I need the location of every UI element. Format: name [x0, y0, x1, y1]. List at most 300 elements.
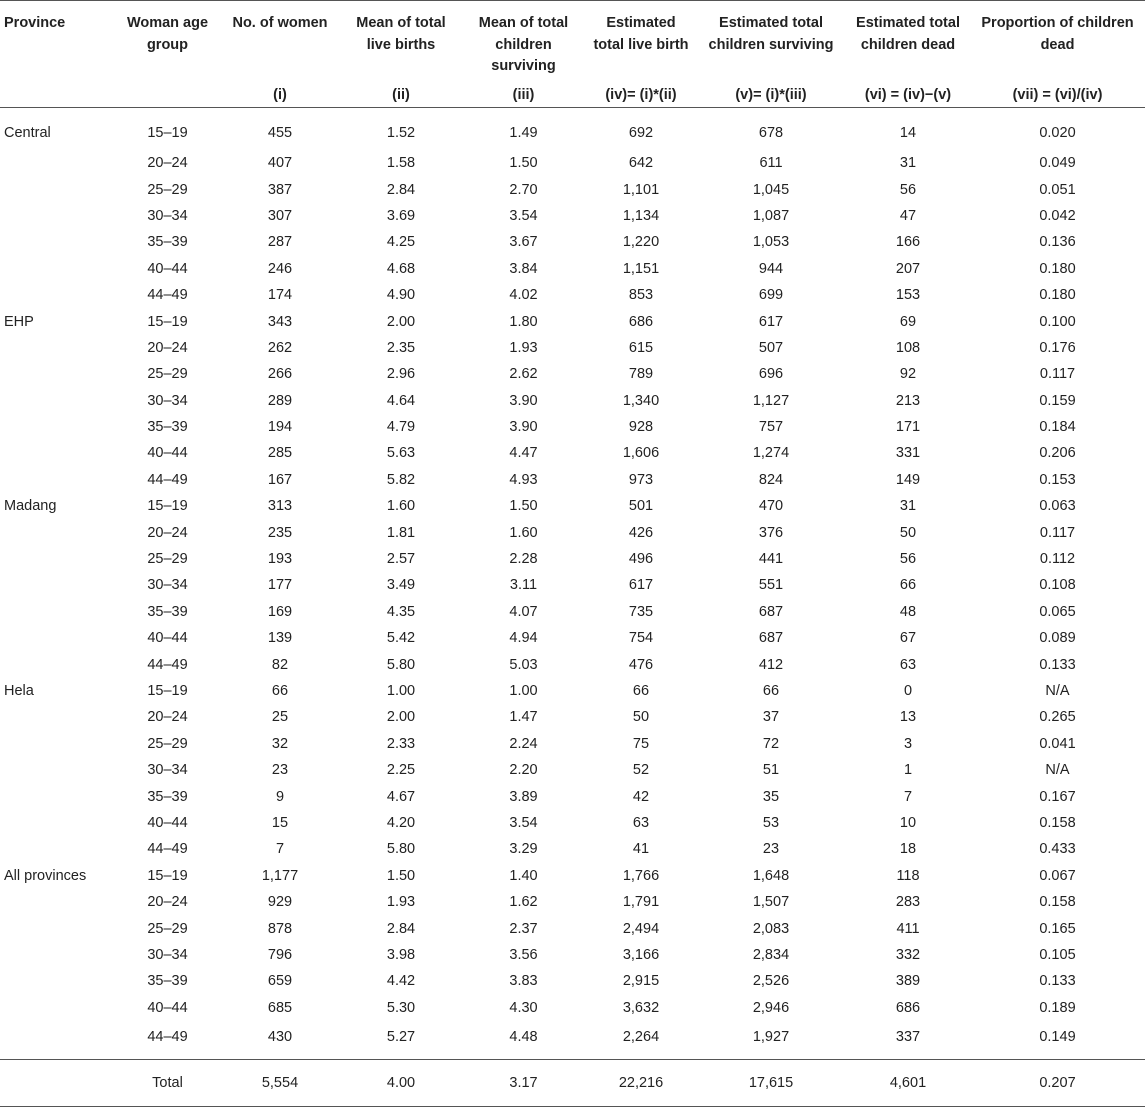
table-cell: 1,053 [752, 234, 790, 251]
table-cell: 387 [267, 181, 293, 198]
province-cell [0, 361, 116, 387]
table-cell: 32 [271, 735, 289, 752]
table-cell: 944 [758, 260, 784, 277]
header-no-of-women [219, 1, 341, 108]
header-estimated-children-dead [846, 1, 970, 108]
table-cell: 169 [267, 603, 293, 620]
total-cell: 3.17 [461, 1059, 586, 1106]
table-row [0, 915, 1145, 941]
province-cell [0, 335, 116, 361]
table-cell: 0.165 [1039, 920, 1076, 937]
table-cell: 7 [903, 788, 913, 805]
age-group-cell: 44–49 [147, 287, 188, 304]
table-cell: 878 [267, 920, 293, 937]
table-cell: 3.54 [509, 814, 538, 831]
header-formula: (vi) = (iv)−(v) [864, 87, 952, 103]
table-row [0, 229, 1145, 255]
table-cell: 66 [762, 683, 780, 699]
table-row [0, 704, 1145, 730]
header-age-group [116, 1, 219, 108]
table-cell: 824 [758, 471, 784, 488]
table-cell: 0.112 [1039, 551, 1076, 568]
total-label: Total [116, 1059, 219, 1106]
header-formula: (iv)= (i)*(ii) [605, 87, 677, 103]
header-mean-live-births [341, 1, 461, 108]
age-group-cell: 30–34 [147, 392, 188, 409]
header-estimated-live-birth [586, 1, 696, 108]
province-cell [0, 572, 116, 598]
table-cell: 1.49 [509, 125, 538, 141]
table-row [0, 889, 1145, 915]
table-cell: 331 [895, 445, 921, 462]
table-cell: 3.90 [509, 419, 538, 436]
age-group-cell: 30–34 [147, 946, 188, 963]
table-cell: 0.042 [1039, 207, 1076, 224]
table-row [0, 388, 1145, 414]
header-title: Estimated total live birth [593, 15, 689, 53]
table-cell: 507 [758, 339, 784, 356]
age-group-cell: 30–34 [147, 207, 188, 224]
header-formula: (i) [273, 87, 287, 103]
header-title: Province [4, 15, 66, 31]
table-cell: 1,274 [752, 445, 790, 462]
table-cell: 757 [758, 419, 784, 436]
table-cell: 615 [628, 339, 654, 356]
table-row [0, 256, 1145, 282]
table-cell: 23 [762, 841, 780, 858]
table-cell: 246 [267, 260, 293, 277]
table-cell: 0.265 [1039, 709, 1076, 726]
table-cell: 2.24 [509, 735, 538, 752]
table-cell: 376 [758, 524, 784, 541]
province-cell: Madang [4, 498, 57, 515]
table-cell: 2.37 [509, 920, 538, 937]
table-cell: 66 [271, 683, 289, 699]
table-row [0, 519, 1145, 545]
province-cell [0, 625, 116, 651]
table-cell: 63 [632, 814, 650, 831]
table-row [0, 783, 1145, 809]
table-cell: 177 [267, 577, 293, 594]
table-header [0, 1, 1145, 108]
age-group-cell: 44–49 [147, 841, 188, 858]
table-cell: 1,606 [622, 445, 660, 462]
table-row [0, 599, 1145, 625]
table-cell: 2.96 [386, 366, 416, 383]
table-cell: 4.02 [509, 287, 538, 304]
table-cell: 2,264 [622, 1028, 660, 1045]
table-cell: 389 [895, 973, 921, 990]
table-cell: 66 [899, 577, 917, 594]
table-cell: 2.62 [509, 366, 538, 383]
table-cell: 642 [628, 155, 654, 172]
table-cell: 287 [267, 234, 293, 251]
table-cell: 2.57 [386, 551, 416, 568]
table-cell: 51 [762, 762, 780, 779]
table-cell: 1.80 [509, 313, 538, 330]
province-cell [0, 282, 116, 308]
table-cell: 4.79 [386, 419, 416, 436]
table-cell: 407 [267, 155, 293, 172]
province-cell: EHP [4, 313, 34, 330]
table-row [0, 176, 1145, 202]
table-cell: 4.68 [386, 260, 416, 277]
table-cell: 659 [267, 973, 293, 990]
province-cell [0, 203, 116, 229]
table-cell: 2,526 [752, 973, 790, 990]
table-cell: 501 [628, 498, 654, 515]
table-cell: 52 [632, 762, 650, 779]
table-cell: 66 [632, 683, 650, 699]
table-cell: 67 [899, 630, 917, 647]
table-cell: 3.83 [509, 973, 538, 990]
age-group-cell: 15–19 [147, 683, 188, 699]
table-row [0, 335, 1145, 361]
table-cell: 3.29 [509, 841, 538, 858]
table-row [0, 651, 1145, 677]
table-cell: 441 [758, 551, 784, 568]
header-title: Mean of total live births [356, 15, 446, 53]
total-cell: 4,601 [846, 1059, 970, 1106]
table-cell: 0.065 [1039, 603, 1076, 620]
age-group-cell: 44–49 [147, 656, 188, 673]
age-group-cell: 15–19 [147, 125, 188, 141]
province-cell [0, 229, 116, 255]
table-cell: 5.80 [386, 656, 416, 673]
province-cell [0, 414, 116, 440]
table-cell: 15 [271, 814, 289, 831]
table-cell: 4.07 [509, 603, 538, 620]
table-cell: 9 [275, 788, 285, 805]
total-row [0, 1059, 1145, 1106]
table-cell: 262 [267, 339, 293, 356]
table-cell: 42 [632, 788, 650, 805]
table-cell: 2.33 [386, 735, 416, 752]
table-row [0, 493, 1145, 519]
table-cell: 37 [762, 709, 780, 726]
table-cell: 53 [762, 814, 780, 831]
table-body [0, 108, 1145, 1060]
table-cell: 14 [899, 125, 917, 141]
table-cell: 1,648 [752, 867, 790, 884]
table-cell: 1,127 [752, 392, 790, 409]
table-cell: 551 [758, 577, 784, 594]
table-cell: 1.93 [386, 894, 416, 911]
table-cell: 5.82 [386, 471, 416, 488]
age-group-cell: 44–49 [147, 471, 188, 488]
table-cell: 0 [903, 683, 913, 699]
header-formula: (iii) [512, 87, 535, 103]
table-footer [0, 1059, 1145, 1106]
table-cell: 149 [895, 471, 921, 488]
table-cell: 1,340 [622, 392, 660, 409]
table-cell: 3.11 [509, 577, 538, 594]
table-cell: 50 [899, 524, 917, 541]
table-row [0, 108, 1145, 151]
province-cell [0, 915, 116, 941]
table-cell: 678 [758, 125, 784, 141]
table-cell: 2,834 [752, 946, 790, 963]
age-group-cell: 35–39 [147, 234, 188, 251]
table-row [0, 863, 1145, 889]
age-group-cell: 15–19 [147, 313, 188, 330]
table-cell: 973 [628, 471, 654, 488]
table-cell: 1,045 [752, 181, 790, 198]
table-cell: 0.100 [1039, 313, 1076, 330]
table-cell: 929 [267, 894, 293, 911]
table-cell: 139 [267, 630, 293, 647]
province-cell [0, 519, 116, 545]
table-cell: 0.149 [1039, 1028, 1076, 1045]
table-cell: 193 [267, 551, 293, 568]
age-group-cell: 25–29 [147, 181, 188, 198]
table-cell: 56 [899, 551, 917, 568]
table-cell: 3.90 [509, 392, 538, 409]
province-cell [0, 150, 116, 176]
table-cell: 343 [267, 313, 293, 330]
table-cell: 1.93 [509, 339, 538, 356]
header-estimated-children-surviving [696, 1, 846, 108]
age-group-cell: 25–29 [147, 551, 188, 568]
header-title: Proportion of children dead [981, 15, 1134, 53]
table-cell: 1 [903, 762, 913, 779]
table-cell: 1.50 [509, 498, 538, 515]
table-cell: 2.35 [386, 339, 416, 356]
table-cell: 3.54 [509, 207, 538, 224]
header-title: Estimated total children dead [856, 15, 960, 53]
table-cell: 72 [762, 735, 780, 752]
table-cell: 0.049 [1039, 155, 1076, 172]
table-row [0, 942, 1145, 968]
age-group-cell: 35–39 [147, 419, 188, 436]
province-cell [0, 889, 116, 915]
table-cell: 3.69 [386, 207, 416, 224]
province-cell [0, 467, 116, 493]
table-cell: 5.63 [386, 445, 416, 462]
header-title: Woman age group [126, 15, 209, 53]
province-cell: Hela [4, 683, 34, 699]
table-cell: 928 [628, 419, 654, 436]
table-cell: 0.176 [1039, 339, 1076, 356]
table-row [0, 150, 1145, 176]
age-group-cell: 35–39 [147, 973, 188, 990]
table-cell: 1,101 [622, 181, 660, 198]
age-group-cell: 40–44 [147, 630, 188, 647]
table-cell: 0.067 [1039, 867, 1076, 884]
table-row [0, 203, 1145, 229]
table-cell: 108 [895, 339, 921, 356]
age-group-cell: 20–24 [147, 155, 188, 172]
table-cell: 4.67 [386, 788, 416, 805]
table-cell: 0.051 [1039, 181, 1076, 198]
province-cell [0, 1021, 116, 1060]
table-row [0, 572, 1145, 598]
table-cell: 687 [758, 603, 784, 620]
age-group-cell: 35–39 [147, 603, 188, 620]
table-cell: 796 [267, 946, 293, 963]
province-cell: All provinces [4, 867, 87, 884]
header-formula: (ii) [392, 87, 410, 103]
table-cell: 0.108 [1039, 577, 1076, 594]
table-cell: 3.67 [509, 234, 538, 251]
header-title: Mean of total children surviving [478, 15, 569, 74]
province-cell: Central [4, 125, 51, 141]
table-cell: 31 [899, 498, 917, 515]
table-cell: 194 [267, 419, 293, 436]
table-cell: 5.80 [386, 841, 416, 858]
table-row [0, 361, 1145, 387]
table-cell: 1,177 [261, 867, 299, 884]
table-cell: 2.25 [386, 762, 416, 779]
table-cell: 50 [632, 709, 650, 726]
table-cell: 4.42 [386, 973, 416, 990]
table-cell: 1,507 [752, 894, 790, 911]
table-cell: 0.189 [1039, 999, 1076, 1016]
table-cell: 455 [267, 125, 293, 141]
table-cell: 4.64 [386, 392, 416, 409]
table-cell: 41 [632, 841, 650, 858]
table-cell: 69 [899, 313, 917, 330]
header-formula: (vii) = (vi)/(iv) [1012, 87, 1103, 103]
table-cell: 5.30 [386, 999, 416, 1016]
age-group-cell: 25–29 [147, 366, 188, 383]
table-cell: 47 [899, 207, 917, 224]
table-cell: 2.20 [509, 762, 538, 779]
table-cell: 5.03 [509, 656, 538, 673]
header-row [0, 1, 1145, 108]
table-cell: 426 [628, 524, 654, 541]
total-cell: 17,615 [696, 1059, 846, 1106]
table-cell: 166 [895, 234, 921, 251]
table-cell: 411 [896, 920, 920, 937]
total-cell: 4.00 [341, 1059, 461, 1106]
table-cell: 2.28 [509, 551, 538, 568]
age-group-cell: 25–29 [147, 735, 188, 752]
header-formula: (v)= (i)*(iii) [735, 87, 807, 103]
province-cell [0, 995, 116, 1021]
table-cell: 92 [899, 366, 917, 383]
table-row [0, 440, 1145, 466]
table-cell: 3.56 [509, 946, 538, 963]
table-cell: 3.49 [386, 577, 416, 594]
table-cell: 48 [899, 603, 917, 620]
age-group-cell: 20–24 [147, 524, 188, 541]
table-cell: 1,087 [752, 207, 790, 224]
table-cell: 63 [899, 656, 917, 673]
age-group-cell: 20–24 [147, 709, 188, 726]
table-cell: 2.84 [386, 181, 416, 198]
table-row [0, 757, 1145, 783]
table-cell: 1,766 [622, 867, 660, 884]
table-cell: 686 [895, 999, 921, 1016]
table-row [0, 282, 1145, 308]
table-cell: 3,632 [622, 999, 660, 1016]
table-cell: 853 [628, 287, 654, 304]
table-cell: 2.00 [386, 313, 416, 330]
table-cell: 617 [758, 313, 784, 330]
table-cell: 0.041 [1039, 735, 1076, 752]
table-cell: 23 [271, 762, 289, 779]
table-cell: 1.62 [509, 894, 538, 911]
table-cell: 611 [759, 155, 783, 172]
table-cell: 153 [895, 287, 921, 304]
age-group-cell: 20–24 [147, 339, 188, 356]
table-cell: 0.180 [1039, 260, 1076, 277]
table-cell: 3.98 [386, 946, 416, 963]
table-cell: 235 [267, 524, 293, 541]
table-cell: 754 [628, 630, 654, 647]
table-cell: 1.58 [386, 155, 416, 172]
table-cell: 5.27 [386, 1028, 416, 1045]
table-cell: 171 [895, 419, 921, 436]
table-row [0, 625, 1145, 651]
table-cell: 412 [758, 656, 784, 673]
table-cell: 0.136 [1039, 234, 1076, 251]
table-cell: 430 [267, 1028, 293, 1045]
table-cell: 476 [628, 656, 654, 673]
table-cell: 4.47 [509, 445, 538, 462]
table-cell: 0.167 [1039, 788, 1076, 805]
total-cell: 0.207 [970, 1059, 1145, 1106]
table-cell: 0.158 [1039, 894, 1076, 911]
table-cell: 0.117 [1039, 524, 1076, 541]
table-cell: 167 [267, 471, 293, 488]
province-cell [0, 176, 116, 202]
age-group-cell: 15–19 [147, 867, 188, 884]
table-cell: 25 [271, 709, 289, 726]
table-cell: 213 [895, 392, 921, 409]
table-cell: 31 [899, 155, 917, 172]
table-cell: 35 [762, 788, 780, 805]
table-cell: 75 [632, 735, 650, 752]
table-cell: 1.40 [509, 867, 538, 884]
table-cell: 4.94 [509, 630, 538, 647]
table-cell: 3 [903, 735, 913, 752]
table-cell: 0.117 [1039, 366, 1076, 383]
table-cell: 313 [267, 498, 293, 515]
province-cell [0, 388, 116, 414]
table-cell: 266 [267, 366, 293, 383]
province-cell [0, 783, 116, 809]
table-cell: 0.159 [1039, 392, 1076, 409]
table-cell: 3,166 [622, 946, 660, 963]
table-cell: 1.81 [386, 524, 416, 541]
table-cell: 1.50 [386, 867, 416, 884]
table-cell: 2,494 [622, 920, 660, 937]
table-cell: 10 [899, 814, 917, 831]
table-cell: 1.50 [509, 155, 538, 172]
table-cell: N/A [1045, 762, 1070, 779]
table-cell: 307 [267, 207, 293, 224]
table-cell: 617 [628, 577, 654, 594]
age-group-cell: 44–49 [147, 1028, 188, 1045]
table-cell: 692 [628, 125, 654, 141]
table-cell: 1,134 [622, 207, 660, 224]
table-row [0, 731, 1145, 757]
age-group-cell: 40–44 [147, 445, 188, 462]
province-cell [0, 704, 116, 730]
table-cell: 289 [267, 392, 293, 409]
table-cell: 1.52 [386, 125, 416, 141]
table-cell: 685 [267, 999, 293, 1016]
table-cell: 0.089 [1039, 630, 1076, 647]
table-cell: 1.60 [386, 498, 416, 515]
table-cell: 0.158 [1039, 814, 1076, 831]
table-cell: 2,083 [752, 920, 790, 937]
table-cell: 0.063 [1039, 498, 1076, 515]
table-cell: 1.00 [386, 683, 416, 699]
table-cell: 2,946 [752, 999, 790, 1016]
